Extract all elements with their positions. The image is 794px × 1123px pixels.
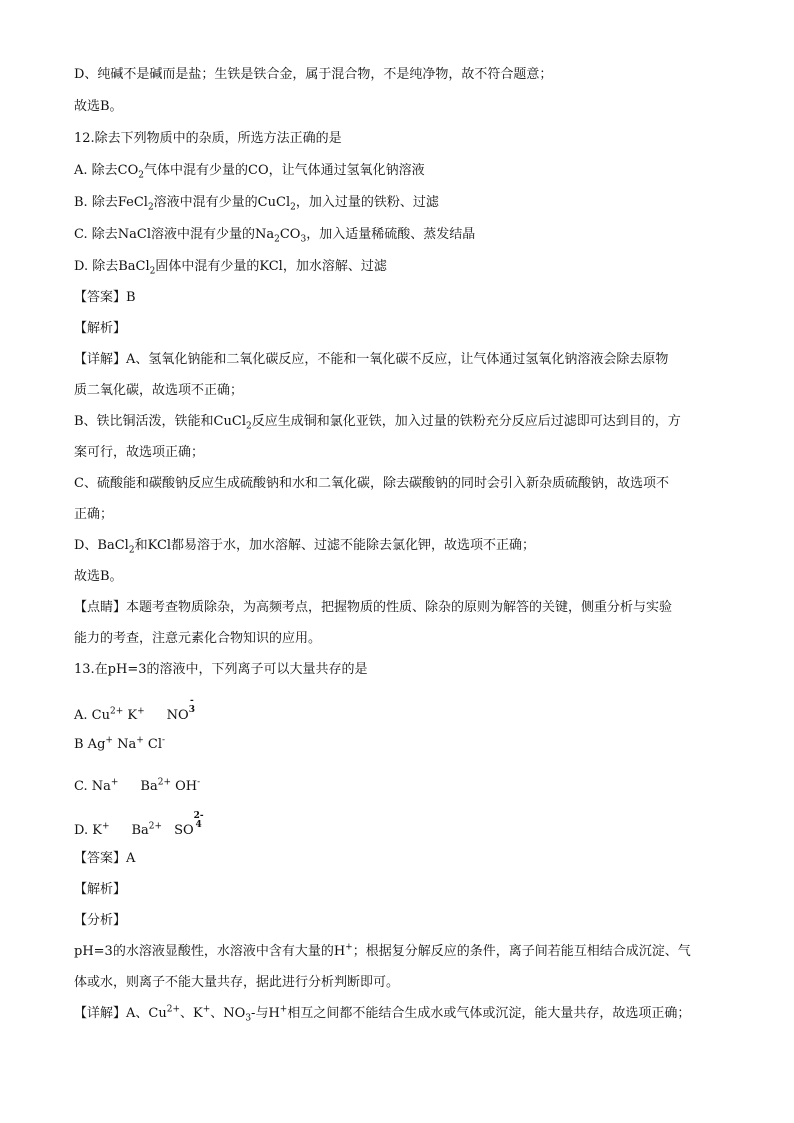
question-13-stem: 13.在pH=3的溶液中，下列离子可以大量共存的是 [74, 662, 368, 677]
text-line: 故选B。 [74, 569, 123, 584]
detail-text: 质二氧化碳，故选项不正确； [74, 383, 244, 398]
question-12-option-c: C. 除去NaCl溶液中混有少量的$Na_2CO_3$，加入适量稀硫酸、蒸发结晶 [74, 227, 476, 245]
analysis-label: 【解析】 [74, 882, 127, 897]
detail-text: 【详解】A、氢氧化钠能和二氧化碳反应，不能和一氧化碳不反应，让气体通过氢氧化钠溶液会除去原物 [74, 352, 669, 367]
detail-text: C、硫酸能和碳酸钠反应生成硫酸钠和水和二氧化碳，除去碳酸钠的同时会引入新杂质硫酸钠，故选项不 [74, 476, 669, 491]
analysis-label: 【解析】 [74, 321, 127, 336]
answer-label: 【答案】A [74, 851, 136, 866]
question-13-option-c: C. Na+ $Ba^{2+}$ OH- [74, 777, 201, 794]
text-line: D、纯碱不是碱而是盐；生铁是铁合金，属于混合物，不是纯净物，故不符合题意； [74, 67, 553, 82]
question-13-option-a: A. $Cu^{2+}$ K+ NO - 3 [74, 696, 195, 723]
detail-text: 案可行，故选项正确； [74, 445, 205, 460]
question-12-stem: 12.除去下列物质中的杂质，所选方法正确的是 [74, 131, 342, 146]
question-12-option-a: A. 除去$CO_2$气体中混有少量的CO，让气体通过氢氧化钠溶液 [74, 163, 425, 181]
analysis-text: 体或水，则离子不能大量共存，据此进行分析判断即可。 [74, 975, 400, 990]
detail-text: B、铁比铜活泼，铁能和CuCl$_2$反应生成铜和氯化亚铁，加入过量的铁粉充分反应后过滤即可达到目的，方 [74, 414, 681, 432]
answer-label: 【答案】B [74, 290, 136, 305]
text-line: 故选B。 [74, 99, 123, 114]
comment-text: 【点睛】本题考查物质除杂，为高频考点，把握物质的性质、除杂的原则为解答的关键，侧重分析与实验 [74, 600, 673, 615]
analysis-text: pH=3的水溶液显酸性，水溶液中含有大量的H+；根据复分解反应的条件，离子间若能互相结合成沉淀、气 [74, 942, 691, 959]
detail-text: 正确； [74, 507, 114, 522]
detail-text: D、BaCl$_2$和KCl都易溶于水，加水溶解、过滤不能除去氯化钾，故选项不正确； [74, 538, 536, 556]
analysis-sub-label: 【分析】 [74, 913, 127, 928]
question-13-option-b: B Ag+ Na+ Cl- [74, 735, 166, 752]
question-13-option-d: D. K+ $Ba^{2+}$ SO 2- 4 [74, 811, 204, 838]
question-12-option-d: D. 除去BaCl$_2$固体中混有少量的KCl，加水溶解、过滤 [74, 259, 387, 277]
detail-text: 【详解】A、$Cu^{2+}$、K+、$NO_3-$与H+相互之间都不能结合生成水或气体或沉淀，能大量共存，故选项正确； [74, 1004, 691, 1024]
comment-text: 能力的考查，注意元素化合物知识的应用。 [74, 631, 322, 646]
question-12-option-b: B. 除去FeCl$_2$溶液中混有少量的CuCl$_2$，加入过量的铁粉、过滤 [74, 195, 439, 213]
